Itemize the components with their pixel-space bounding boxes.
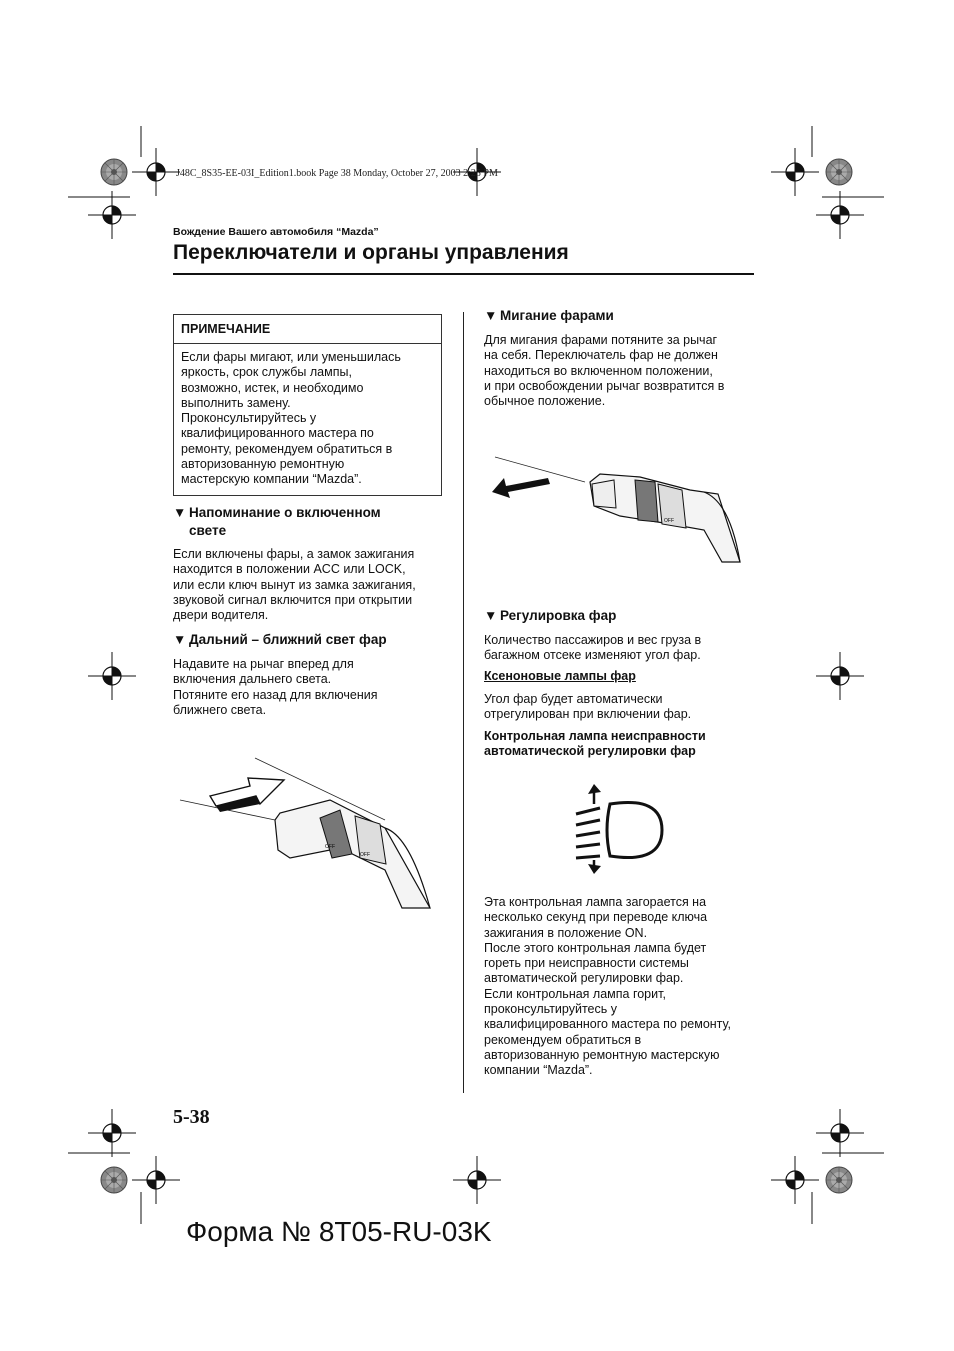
registration-mark-icon [816, 652, 864, 700]
note-body [174, 344, 441, 488]
reminder-heading [173, 504, 443, 540]
leveling-heading [484, 607, 616, 625]
color-target-icon [826, 159, 852, 185]
reminder-heading-line1: Напоминание о включенном [189, 505, 381, 520]
switch-label-off: OFF [325, 844, 335, 850]
triangle-marker-icon: ▼ [484, 608, 498, 623]
stalk-push-illustration [180, 758, 440, 908]
triangle-marker-icon: ▼ [484, 308, 498, 323]
title-rule [173, 273, 754, 275]
note-line: мастерскую компании “Mazda”. [181, 472, 362, 487]
arrow-icon [210, 778, 284, 812]
flash-heading-text: Мигание фарами [500, 308, 614, 323]
beam-heading [173, 631, 387, 649]
note-line: Проконсультируйтесь у [181, 411, 317, 426]
page-number: 5-38 [173, 1106, 210, 1128]
registration-mark-icon [132, 148, 180, 196]
registration-mark-icon [88, 191, 136, 239]
reminder-text: Если включены фары, а замок зажигания находится в положении ACC или LOCK, или если ключ вынут из замка зажигания, звуковой сигнал включится при открытии двери водителя. [173, 547, 416, 623]
beam-heading-text: Дальний – ближний свет фар [189, 632, 387, 647]
page-title: Переключатели и органы управления [173, 241, 569, 264]
arrow-icon [492, 478, 550, 498]
headlight-leveling-warning-icon [570, 782, 666, 874]
leveling-heading-text: Регулировка фар [500, 608, 617, 623]
registration-mark-icon [453, 1156, 501, 1204]
xenon-text: Угол фар будет автоматически отрегулирован при включении фар. [484, 692, 692, 722]
color-target-icon [101, 1167, 127, 1193]
registration-mark-icon [132, 1156, 180, 1204]
note-line: квалифицированного мастера по [181, 426, 374, 441]
note-box [173, 314, 442, 496]
registration-mark-icon [816, 1109, 864, 1157]
column-divider [463, 312, 464, 1093]
color-target-icon [101, 159, 127, 185]
note-line: выполнить замену. [181, 395, 291, 410]
note-line: Если фары мигают, или уменьшилась [181, 350, 401, 364]
note-line: возможно, истек, и необходимо [181, 380, 364, 395]
triangle-marker-icon: ▼ [173, 632, 187, 647]
switch-label-off: OFF [360, 852, 370, 858]
form-number: Форма № 8T05-RU-03K [186, 1216, 492, 1247]
registration-mark-icon [816, 191, 864, 239]
section-label: Вождение Вашего автомобиля “Mazda” [173, 226, 379, 238]
note-line: яркость, срок службы лампы, [181, 365, 352, 380]
switch-label-off: OFF [664, 518, 674, 524]
note-line: авторизованную ремонтную [181, 457, 345, 472]
stalk-pull-illustration [490, 452, 750, 572]
registration-mark-icon [88, 1109, 136, 1157]
xenon-heading: Ксеноновые лампы фар [484, 669, 636, 683]
beam-text: Надавите на рычаг вперед для включения дальнего света. Потяните его назад для включения ближнего света. [173, 657, 378, 717]
print-header: J48C_8S35-EE-03I_Edition1.book Page 38 Monday, October 27, 2003 2:25 PM [176, 168, 498, 179]
note-line: ремонту, рекомендуем обратиться в [181, 441, 393, 456]
flash-text: Для мигания фарами потяните за рычаг на себя. Переключатель фар не должен находиться во включенном положении, и при освобождении рычаг возвратится в обычное положение. [484, 333, 725, 409]
reminder-heading-line2: свете [189, 523, 227, 538]
warning-heading: Контрольная лампа неисправности автоматической регулировки фар [484, 729, 706, 759]
color-target-icon [826, 1167, 852, 1193]
triangle-marker-icon: ▼ [173, 505, 187, 520]
flash-heading [484, 307, 614, 325]
warning-text: Эта контрольная лампа загорается на несколько секунд при переводе ключа зажигания в положение ON. После этого контрольная лампа будет гореть при неисправности системы автоматической регулировки фар. Если контрольная лампа горит, проконсультируйтесь у квалифицированного мастера по ремонту, рекомендуем обратиться в авторизованную ремонтную мастерскую компании “Mazda”. [484, 895, 732, 1078]
leveling-text: Количество пассажиров и вес груза в багажном отсеке изменяют угол фар. [484, 633, 702, 663]
registration-mark-icon [88, 652, 136, 700]
note-heading: ПРИМЕЧАНИЕ [174, 315, 441, 344]
